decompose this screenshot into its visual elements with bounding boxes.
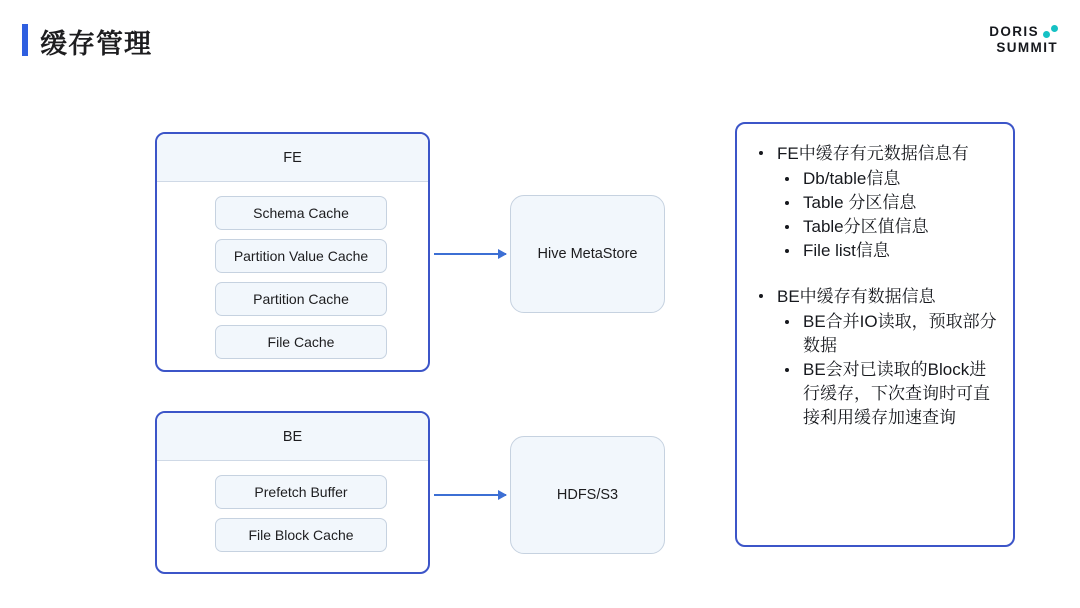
notes-panel [735, 122, 1015, 547]
brand-logo [989, 24, 1058, 56]
notes-spacer [753, 263, 997, 285]
page-header [0, 0, 1080, 86]
be-group-box [155, 411, 430, 574]
note-be-sub-2 [753, 358, 997, 430]
fe-cache-item-schema: Schema Cache [215, 196, 387, 230]
be-cache-item-file-block-cache: File Block Cache [215, 518, 387, 552]
note-be-sub-1 [753, 310, 997, 358]
bullet-dot-icon [785, 177, 789, 181]
bullet-dot-icon [759, 294, 763, 298]
fe-group-label: FE [157, 134, 428, 182]
bullet-dot-icon [785, 249, 789, 253]
note-fe-main [753, 142, 997, 165]
be-cache-item-prefetch-buffer: Prefetch Buffer [215, 475, 387, 509]
page-title: 缓存管理 [40, 29, 152, 59]
note-be-sub-1-text: BE合并IO读取，预取部分数据 [803, 312, 997, 355]
note-fe-sub-1-text: Db/table信息 [803, 169, 901, 188]
brand-line1-wrapper [989, 24, 1058, 40]
bullet-dot-icon [785, 368, 789, 372]
brand-subtitle: SUMMIT [996, 40, 1058, 55]
brand-name-text: DORIS [989, 24, 1039, 39]
fe-cache-item-partition: Partition Cache [215, 282, 387, 316]
bullet-dot-icon [785, 225, 789, 229]
arrow-fe-to-hive [434, 253, 506, 255]
fe-cache-item-partition-value: Partition Value Cache [215, 239, 387, 273]
note-fe-sub-2 [753, 191, 997, 215]
doris-dots-icon [1042, 25, 1058, 38]
be-group-label: BE [157, 413, 428, 461]
bullet-dot-icon [785, 320, 789, 324]
title-accent-bar [22, 24, 28, 56]
note-fe-sub-3 [753, 215, 997, 239]
note-fe-sub-4-text: File list信息 [803, 241, 890, 260]
note-be-main [753, 285, 997, 308]
note-fe-sub-1 [753, 167, 997, 191]
note-fe-sub-2-text: Table 分区信息 [803, 193, 917, 212]
hive-metastore-box: Hive MetaStore [510, 195, 665, 313]
arrow-be-to-hdfs [434, 494, 506, 496]
fe-group-box [155, 132, 430, 372]
note-be-sub-2-text: BE会对已读取的Block进行缓存，下次查询时可直接利用缓存加速查询 [803, 360, 990, 427]
bullet-dot-icon [785, 201, 789, 205]
hdfs-s3-box: HDFS/S3 [510, 436, 665, 554]
bullet-dot-icon [759, 151, 763, 155]
note-fe-sub-4 [753, 239, 997, 263]
note-be-main-text: BE中缓存有数据信息 [777, 287, 936, 306]
note-fe-main-text: FE中缓存有元数据信息有 [777, 144, 969, 163]
note-fe-sub-3-text: Table分区值信息 [803, 217, 929, 236]
fe-cache-item-file: File Cache [215, 325, 387, 359]
